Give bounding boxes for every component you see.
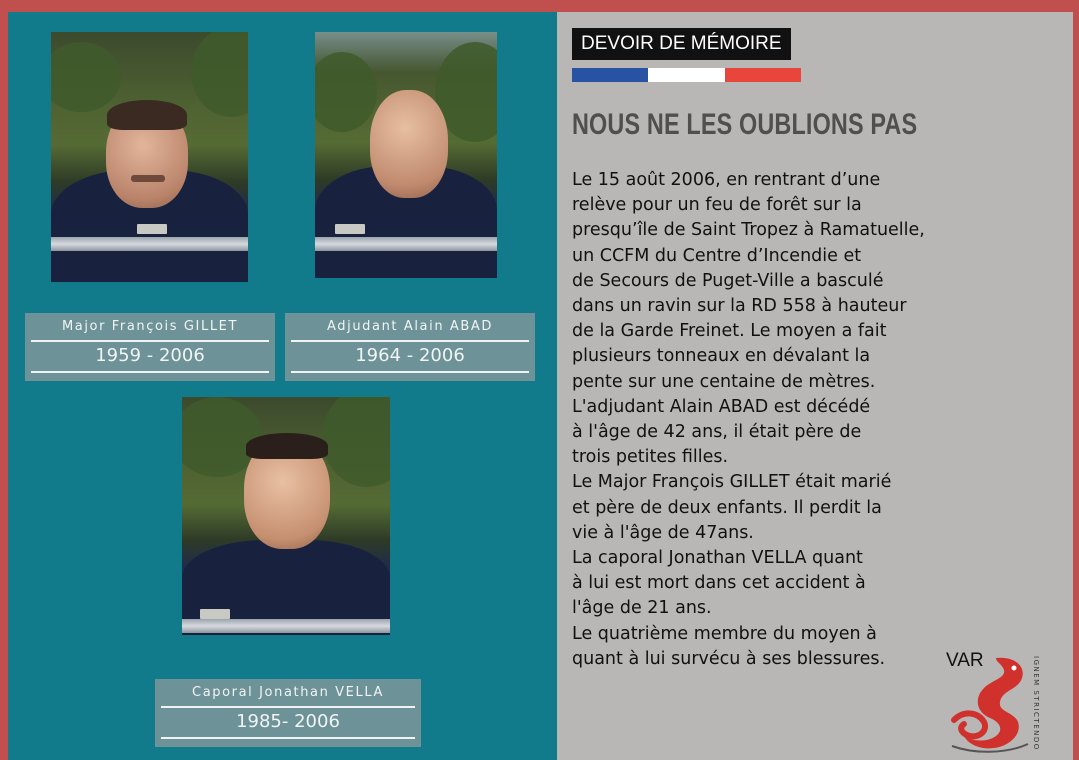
text-line: trois petites filles.: [572, 447, 729, 468]
person-name: Adjudant Alain ABAD: [326, 319, 494, 334]
text-line: un CCFM du Centre d’Incendie et: [572, 245, 862, 266]
text-line: Le 15 août 2006, en rentrant d’une: [572, 170, 881, 190]
text-line: presqu’île de Saint Tropez à Ramatuelle,: [572, 220, 925, 241]
text-line: à lui est mort dans cet accident à: [572, 573, 866, 594]
text-line: quant à lui survécu à ses blessures.: [572, 648, 886, 669]
text-line: dans un ravin sur la RD 558 à hauteur: [572, 296, 907, 317]
text-line: Le quatrième membre du moyen à: [572, 623, 877, 644]
divider: [291, 371, 529, 373]
text-line: de la Garde Freinet. Le moyen a fait: [572, 321, 887, 342]
divider: [31, 340, 269, 342]
divider: [161, 706, 415, 708]
text-line: Le Major François GILLET était marié: [572, 472, 892, 493]
text-line: plusieurs tonneaux en dévalant la: [572, 346, 871, 367]
text-line: à l'âge de 42 ans, il était père de: [572, 422, 862, 443]
portrait-photo-vella: [182, 397, 390, 635]
flag-red: [725, 68, 801, 82]
text-line: relève pour un feu de forêt sur la: [572, 195, 862, 216]
caption-vella: [155, 679, 421, 747]
page-headline: NOUS NE LES OUBLIONS PAS: [572, 108, 918, 141]
divider: [291, 340, 529, 342]
person-years: 1964 - 2006: [355, 345, 465, 366]
divider: [161, 737, 415, 739]
var-label: VAR: [946, 650, 984, 671]
person-name: Caporal Jonathan VELLA: [192, 685, 384, 700]
person-name: Major François GILLET: [61, 319, 239, 334]
text-line: de Secours de Puget-Ville a basculé: [572, 270, 884, 291]
portrait-photo-abad: [315, 32, 497, 278]
text-line: La caporal Jonathan VELLA quant: [572, 548, 863, 569]
portrait-photo-gillet: [51, 32, 248, 282]
flag-white: [648, 68, 724, 82]
text-line: vie à l'âge de 47ans.: [572, 522, 754, 543]
caption-abad: [285, 313, 535, 381]
logo-motto: IGNEM STRICTENDO: [1032, 656, 1040, 751]
french-flag-bar: [572, 68, 801, 82]
caption-gillet: [25, 313, 275, 381]
person-years: 1959 - 2006: [95, 345, 205, 366]
memorial-text: [572, 168, 972, 672]
section-badge: DEVOIR DE MÉMOIRE: [572, 28, 791, 60]
flag-blue: [572, 68, 648, 82]
text-line: L'adjudant Alain ABAD est décédé: [572, 396, 871, 417]
text-line: et père de deux enfants. Il perdit la: [572, 497, 882, 518]
divider: [31, 371, 269, 373]
person-years: 1985- 2006: [236, 711, 340, 732]
salamander-emblem-icon: [944, 650, 1044, 760]
text-line: l'âge de 21 ans.: [572, 598, 712, 619]
text-line: pente sur une centaine de mètres.: [572, 371, 876, 392]
